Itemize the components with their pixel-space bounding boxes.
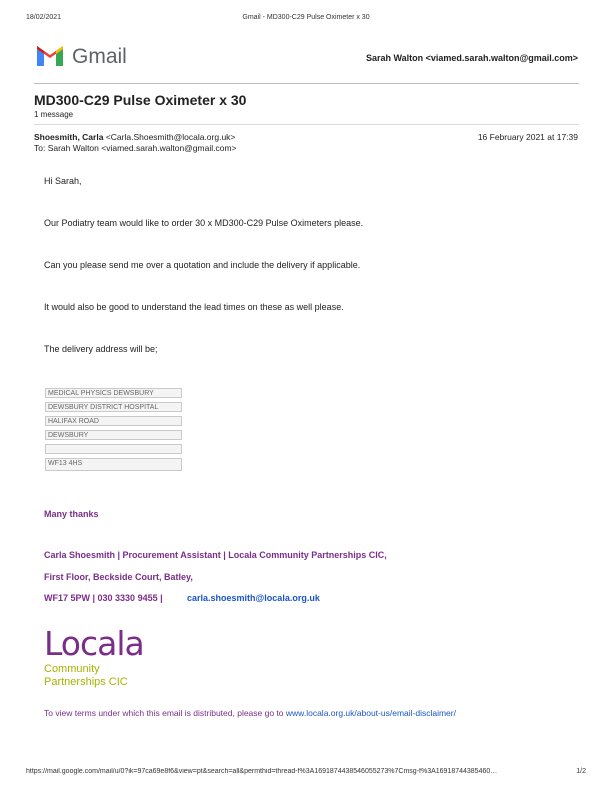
address-line: WF13 4HS — [45, 458, 182, 471]
disclaimer-link[interactable]: www.locala.org.uk/about-us/email-disclaimer/ — [285, 708, 456, 718]
disclaimer-text: To view terms under which this email is distributed, please go to — [44, 708, 284, 718]
print-footer-url: https://mail.google.com/mail/u/0?ik=97ca69e8f6&view=pt&search=all&permthid=thread-f%3A1691874438546055273%7Cmsg-f%3A16918744385460… — [26, 768, 498, 775]
greeting: Hi Sarah, — [44, 176, 82, 186]
subject-title: MD300-C29 Pulse Oximeter x 30 — [34, 92, 247, 108]
address-line — [45, 444, 182, 454]
signature-line-3: WF17 5PW | 030 3330 9455 | — [44, 593, 163, 603]
signature-line-2: First Floor, Beckside Court, Batley, — [44, 572, 193, 582]
sender-email: <Carla.Shoesmith@locala.org.uk> — [105, 132, 236, 142]
print-page-number: 1/2 — [576, 768, 586, 775]
message-count: 1 message — [34, 110, 74, 119]
gmail-m-icon — [35, 44, 65, 68]
subject-divider — [34, 124, 579, 125]
account-label: Sarah Walton <viamed.sarah.walton@gmail.com> — [365, 53, 578, 63]
locala-logo-wordmark: Locala — [44, 624, 144, 663]
disclaimer — [44, 708, 456, 718]
signature-email-link[interactable]: carla.shoesmith@locala.org.uk — [187, 593, 320, 603]
body-paragraph-1: Our Podiatry team would like to order 30 x MD300-C29 Pulse Oximeters please. — [44, 218, 364, 228]
gmail-logo[interactable] — [35, 44, 65, 73]
message-date: 16 February 2021 at 17:39 — [477, 132, 578, 142]
locala-logo-sub-1: Community — [44, 663, 100, 675]
address-line: DEWSBURY DISTRICT HOSPITAL — [45, 402, 182, 412]
address-line: DEWSBURY — [45, 430, 182, 440]
sender-name: Shoesmith, Carla — [34, 132, 104, 142]
signature-line-1: Carla Shoesmith | Procurement Assistant | Locala Community Partnerships CIC, — [44, 550, 387, 560]
address-line: HALIFAX ROAD — [45, 416, 182, 426]
header-divider — [34, 83, 579, 84]
body-paragraph-4: The delivery address will be; — [44, 344, 158, 354]
sender — [34, 132, 235, 142]
signoff: Many thanks — [44, 509, 99, 519]
body-paragraph-3: It would also be good to understand the lead times on these as well please. — [44, 302, 344, 312]
print-date: 18/02/2021 — [26, 14, 62, 21]
body-paragraph-2: Can you please send me over a quotation and include the delivery if applicable. — [44, 260, 361, 270]
recipient: To: Sarah Walton <viamed.sarah.walton@gmail.com> — [34, 143, 237, 153]
locala-logo-sub-2: Partnerships CIC — [44, 676, 128, 688]
gmail-wordmark: Gmail — [72, 45, 127, 68]
print-title: Gmail - MD300-C29 Pulse Oximeter x 30 — [242, 14, 370, 21]
address-line: MEDICAL PHYSICS DEWSBURY — [45, 388, 182, 398]
